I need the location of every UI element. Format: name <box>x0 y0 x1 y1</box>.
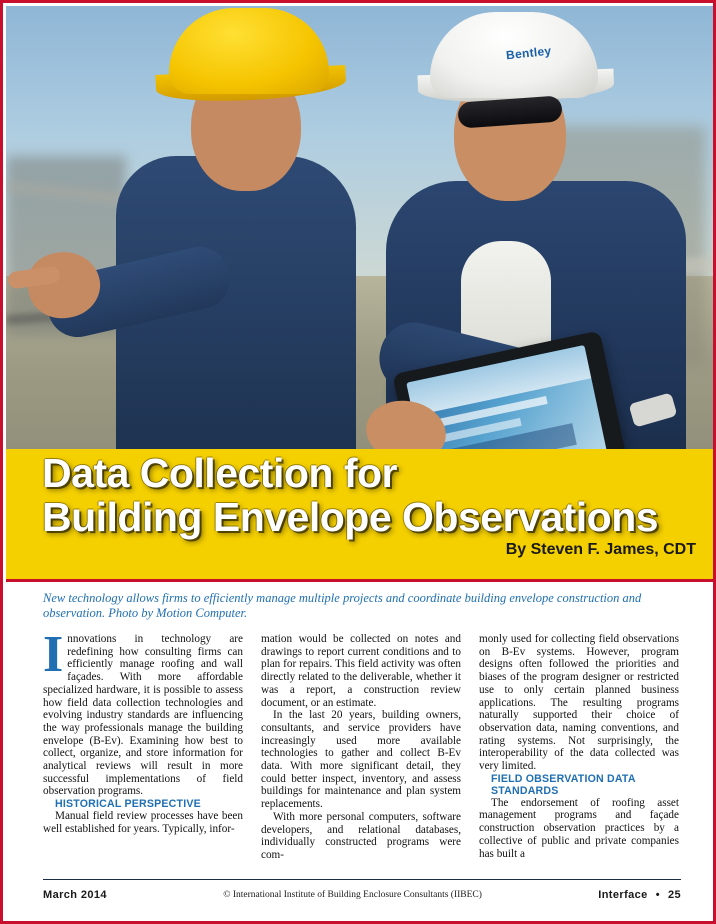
footer-divider <box>43 879 681 880</box>
paragraph: The endorsement of roofing asset management programs and façade construction observation practices by a collective of public and private companies has built a <box>479 796 679 860</box>
title-banner <box>6 449 716 579</box>
footer-copyright: © International Institute of Building Enclosure Consultants (IIBEC) <box>223 890 482 900</box>
worker-left-body <box>116 156 356 496</box>
footer-publication-name: Interface <box>598 889 648 901</box>
body-column-2 <box>261 633 461 868</box>
footer-page-number: 25 <box>667 889 681 901</box>
paragraph: In the last 20 years, building owners, consultants, and service providers have increasingly used more available technologies to gather and collect B-Ev data. With more significant detail, they could better inspect, inventory, and assess buildings for maintenance and plan system replacements. <box>261 709 461 811</box>
paragraph <box>43 626 243 798</box>
article-title <box>42 451 702 539</box>
page-footer <box>43 884 681 906</box>
hardhat-logo-text: Bentley <box>505 43 553 63</box>
article-title-line1: Data Collection for <box>42 450 397 496</box>
article-deck: New technology allows firms to efficiently manage multiple projects and coordinate building envelope construction and observation. Photo by Motion Computer. <box>43 591 642 620</box>
footer-bullet: • <box>655 889 660 901</box>
paragraph: mation would be collected on notes and drawings to report current conditions and to plan for repairs. This field activity was often directly related to the deliverable, whether it was a report, a construction review document, or an estimate. <box>261 633 461 709</box>
article-title-line2: Building Envelope Observations <box>42 494 659 540</box>
section-subhead-standards-line1: FIELD OBSERVATION DATA <box>491 772 636 785</box>
title-band-divider <box>6 579 716 582</box>
footer-issue-date: March 2014 <box>43 889 107 901</box>
drop-cap: I <box>43 626 64 683</box>
paragraph: monly used for collecting field observations on B-Ev systems. However, program designs often followed the priorities and biases of the program designer or restricted use to only certain planned business applications. The resulting programs naturally supported their choice of observation data, naming conventions, and rating systems. Not surprisingly, the interoperability of the data collected was very limited. <box>479 633 679 773</box>
section-subhead-standards-line2: STANDARDS <box>491 784 559 797</box>
paragraph: With more personal computers, software developers, and relational databases, individually constructed programs were com- <box>261 810 461 861</box>
body-column-3 <box>479 633 679 868</box>
footer-publication <box>598 889 681 901</box>
body-column-1 <box>43 626 243 868</box>
paragraph: Manual field review processes have been well established for years. Typically, infor- <box>43 810 243 835</box>
hero-photo <box>6 6 716 496</box>
article-body <box>43 626 681 868</box>
article-byline: By Steven F. James, CDT <box>505 541 696 558</box>
section-subhead-historical: HISTORICAL PERSPECTIVE <box>55 798 201 811</box>
paragraph-text: nnovations in technology are redefining how consulting firms can efficiently manage roofing and wall façades. With more affordable specialized hardware, it is possible to assess how field data collection technologies and evolving industry standards are influencing the way professionals manage the building envelope (B-Ev). Examining how best to collect, organize, and store information for analytical reviews will result in more successful implementations of field observation programs. <box>43 633 243 798</box>
